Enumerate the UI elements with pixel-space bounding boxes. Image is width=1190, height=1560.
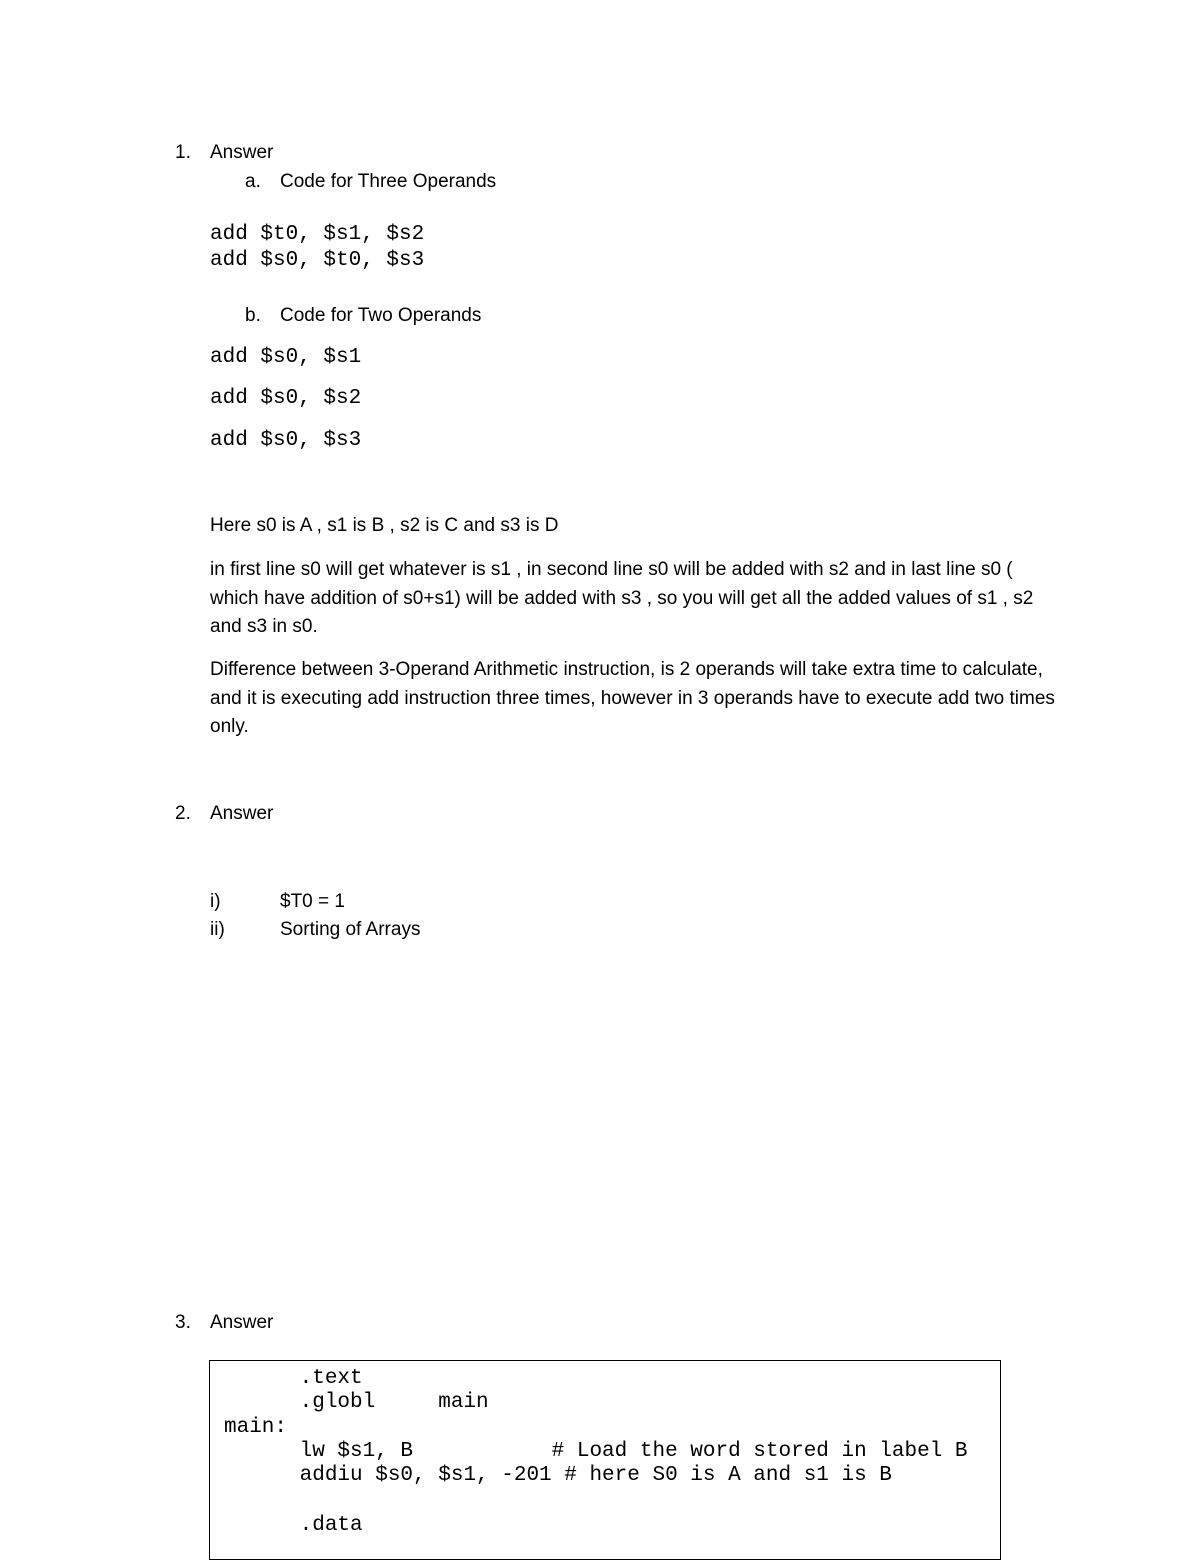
- q2-number: 2.: [175, 803, 191, 824]
- code-line: .globl main: [224, 1391, 489, 1414]
- q2-item-1-marker: i): [210, 891, 221, 912]
- q3-title: Answer: [210, 1312, 274, 1333]
- assembly-code-box: [209, 1360, 1001, 1560]
- code-a-line-2: add $s0, $t0, $s3: [210, 249, 425, 272]
- code-line: .data: [224, 1514, 363, 1537]
- q1-b-letter: b.: [245, 305, 261, 326]
- q1-a-letter: a.: [245, 171, 261, 192]
- code-line: main:: [224, 1416, 288, 1439]
- q1-number: 1.: [175, 142, 191, 163]
- q2-title: Answer: [210, 803, 274, 824]
- q2-item-1-text: $T0 = 1: [280, 891, 345, 912]
- q1-title: Answer: [210, 142, 274, 163]
- code-b-line-2: add $s0, $s2: [210, 387, 362, 410]
- code-b-line-1: add $s0, $s1: [210, 346, 362, 369]
- code-line: lw $s1, B # Load the word stored in label B: [224, 1440, 968, 1463]
- code-line: addiu $s0, $s1, -201 # here S0 is A and s1 is B: [224, 1464, 892, 1487]
- q1-paragraph-difference: Difference between 3-Operand Arithmetic instruction, is 2 operands will take extra time to calculate, and it is executing add instruction three times, however in 3 operands have to execute add two times only.: [210, 659, 1055, 737]
- q2-item-2-text: Sorting of Arrays: [280, 919, 421, 940]
- q3-number: 3.: [175, 1312, 191, 1333]
- q1-b-title: Code for Two Operands: [280, 305, 482, 326]
- q1-paragraph-explanation: in first line s0 will get whatever is s1 , in second line s0 will be added with s2 and in last line s0 ( which have addition of s0+s1) will be added with s3 , so you will get all the added values of s1 , s2 and s3 in s0.: [210, 559, 1034, 637]
- code-b-line-3: add $s0, $s3: [210, 429, 362, 452]
- q2-item-2-marker: ii): [210, 919, 225, 940]
- code-a-line-1: add $t0, $s1, $s2: [210, 223, 425, 246]
- q1-paragraph-registers: Here s0 is A , s1 is B , s2 is C and s3 is D: [210, 515, 559, 536]
- q1-a-title: Code for Three Operands: [280, 171, 497, 192]
- code-line: .text: [224, 1367, 363, 1390]
